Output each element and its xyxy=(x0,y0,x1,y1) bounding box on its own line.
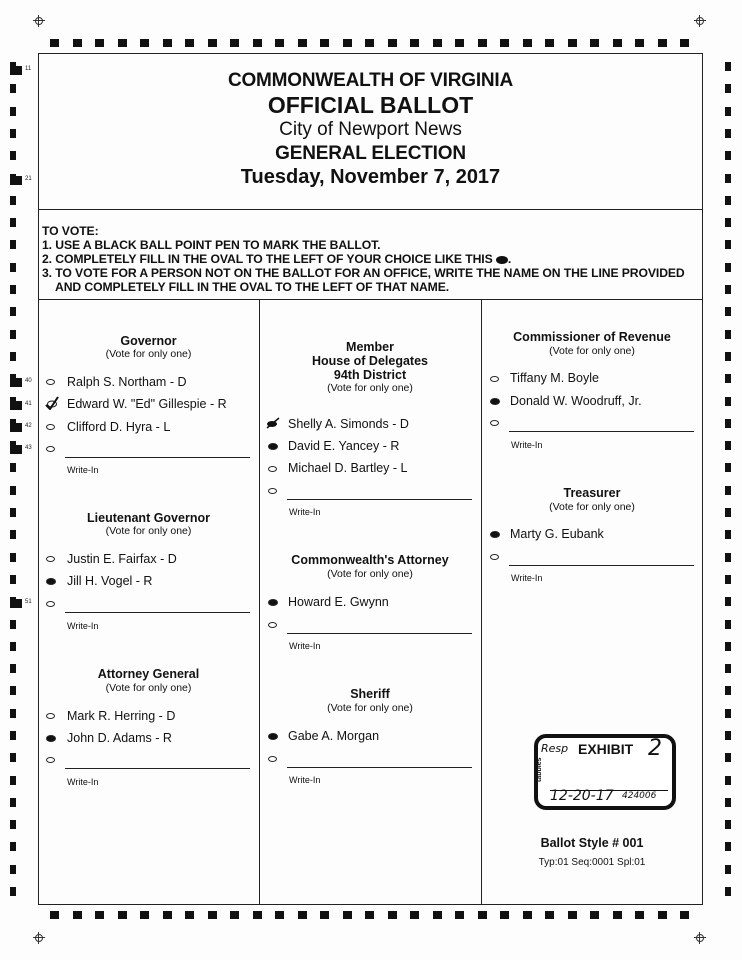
candidate-oval-filled[interactable] xyxy=(268,443,278,450)
ballot-codes: Typ:01 Seq:0001 Spl:01 xyxy=(538,857,646,868)
timing-mark xyxy=(433,39,442,47)
timing-mark xyxy=(10,378,22,387)
instructions-step-3: 3. TO VOTE FOR A PERSON NOT ON THE BALLOT FOR AN OFFICE, WRITE THE NAME ON THE LINE PROVIDED xyxy=(42,266,685,280)
registration-mark-bottom-left xyxy=(33,932,45,944)
candidate-oval[interactable] xyxy=(268,466,277,472)
timing-mark xyxy=(10,776,16,785)
timing-mark xyxy=(10,642,16,651)
office-title-treasurer: Treasurer xyxy=(563,486,621,500)
office-title-delegates-house: House of Delegates xyxy=(311,354,428,368)
timing-mark xyxy=(455,911,464,919)
voting-instructions xyxy=(38,210,703,300)
timing-mark xyxy=(725,463,731,472)
timing-mark xyxy=(343,911,352,919)
timing-mark xyxy=(10,530,16,539)
write-in-oval[interactable] xyxy=(490,554,499,560)
office-title-governor: Governor xyxy=(120,334,177,348)
timing-mark xyxy=(725,285,731,294)
timing-mark xyxy=(725,330,731,339)
row-number: 40 xyxy=(25,378,32,384)
timing-mark xyxy=(500,39,509,47)
timing-mark xyxy=(725,597,731,606)
candidate-oval-filled[interactable] xyxy=(490,398,500,405)
write-in-oval[interactable] xyxy=(268,488,277,494)
timing-mark xyxy=(10,307,16,316)
timing-mark xyxy=(253,39,262,47)
row-number: 41 xyxy=(25,401,32,407)
timing-mark xyxy=(568,39,577,47)
timing-mark xyxy=(523,39,532,47)
candidate-name: Clifford D. Hyra - L xyxy=(67,420,171,434)
write-in-line[interactable] xyxy=(65,768,250,769)
timing-mark xyxy=(298,39,307,47)
timing-mark xyxy=(725,820,731,829)
timing-mark xyxy=(10,240,16,249)
example-filled-oval xyxy=(496,256,508,264)
timing-mark xyxy=(725,218,731,227)
candidate-name: Gabe A. Morgan xyxy=(288,729,380,743)
timing-mark xyxy=(635,39,644,47)
timing-mark xyxy=(10,445,22,454)
timing-mark xyxy=(253,911,262,919)
timing-mark xyxy=(725,842,731,851)
timing-mark xyxy=(478,39,487,47)
exhibit-brand: tabbies xyxy=(536,757,543,782)
timing-mark xyxy=(365,911,374,919)
timing-mark xyxy=(725,62,731,71)
timing-mark xyxy=(230,911,239,919)
timing-mark xyxy=(725,553,731,562)
timing-mark xyxy=(725,798,731,807)
exhibit-number: 2 xyxy=(648,736,662,761)
timing-mark xyxy=(10,486,16,495)
vote-for-one: (Vote for only one) xyxy=(549,501,635,513)
header-state: COMMONWEALTH OF VIRGINIA xyxy=(227,70,514,91)
candidate-name: David E. Yancey - R xyxy=(288,439,400,453)
row-number: 21 xyxy=(25,176,32,182)
timing-mark xyxy=(185,911,194,919)
candidate-oval[interactable] xyxy=(490,376,499,382)
candidate-name: Tiffany M. Boyle xyxy=(510,371,599,385)
timing-mark xyxy=(725,196,731,205)
write-in-label: Write-In xyxy=(67,465,99,475)
candidate-oval[interactable] xyxy=(46,424,55,430)
timing-mark xyxy=(658,911,667,919)
timing-mark xyxy=(590,39,599,47)
timing-mark xyxy=(725,887,731,896)
slash-mark[interactable] xyxy=(265,416,281,430)
timing-mark xyxy=(275,39,284,47)
timing-mark xyxy=(320,911,329,919)
row-number: 11 xyxy=(25,66,32,72)
timing-mark xyxy=(523,911,532,919)
timing-mark xyxy=(613,39,622,47)
candidate-name: Howard E. Gwynn xyxy=(288,595,389,609)
write-in-label: Write-In xyxy=(289,507,321,517)
candidate-name: Mark R. Herring - D xyxy=(67,709,176,723)
exhibit-sticker-line xyxy=(550,790,668,791)
candidate-name: Jill H. Vogel - R xyxy=(67,574,153,588)
office-title-commonwealth-attorney: Commonwealth's Attorney xyxy=(291,553,449,567)
timing-mark xyxy=(410,39,419,47)
timing-mark xyxy=(635,911,644,919)
candidate-oval[interactable] xyxy=(46,556,55,562)
timing-mark xyxy=(725,441,731,450)
write-in-oval[interactable] xyxy=(46,446,55,452)
write-in-label: Write-In xyxy=(67,777,99,787)
header-city: City of Newport News xyxy=(279,119,462,140)
write-in-oval[interactable] xyxy=(268,756,277,762)
timing-mark xyxy=(10,151,16,160)
candidate-oval-filled[interactable] xyxy=(490,531,500,538)
timing-mark xyxy=(10,352,16,361)
candidate-name: Marty G. Eubank xyxy=(510,527,604,541)
timing-mark xyxy=(10,218,16,227)
instructions-step-1: 1. USE A BLACK BALL POINT PEN TO MARK THE BALLOT. xyxy=(42,238,381,252)
row-number: 51 xyxy=(25,599,32,605)
timing-mark xyxy=(10,508,16,517)
write-in-oval[interactable] xyxy=(46,601,55,607)
candidate-oval[interactable] xyxy=(46,379,55,385)
write-in-label: Write-In xyxy=(67,621,99,631)
timing-mark xyxy=(163,911,172,919)
header-date: Tuesday, November 7, 2017 xyxy=(240,166,501,188)
timing-mark xyxy=(10,463,16,472)
timing-mark xyxy=(388,911,397,919)
timing-mark xyxy=(118,911,127,919)
write-in-label: Write-In xyxy=(511,573,543,583)
timing-mark xyxy=(10,599,22,608)
write-in-line[interactable] xyxy=(65,612,250,613)
timing-mark xyxy=(10,709,16,718)
timing-mark xyxy=(208,911,217,919)
candidate-name: Edward W. "Ed" Gillespie - R xyxy=(67,397,227,411)
candidate-name: John D. Adams - R xyxy=(67,731,172,745)
timing-mark xyxy=(680,911,689,919)
timing-mark xyxy=(10,686,16,695)
timing-mark xyxy=(725,776,731,785)
timing-mark xyxy=(10,423,22,432)
timing-mark xyxy=(275,911,284,919)
timing-mark xyxy=(725,263,731,272)
timing-mark xyxy=(50,39,59,47)
timing-mark xyxy=(725,664,731,673)
timing-mark xyxy=(725,753,731,762)
instructions-title: TO VOTE: xyxy=(42,224,99,238)
timing-mark xyxy=(118,39,127,47)
timing-mark xyxy=(10,664,16,673)
timing-mark xyxy=(140,911,149,919)
candidate-oval-filled[interactable] xyxy=(268,733,278,740)
header-election: GENERAL ELECTION xyxy=(275,143,466,164)
timing-mark xyxy=(725,419,731,428)
timing-mark xyxy=(500,911,509,919)
write-in-line[interactable] xyxy=(287,499,472,500)
timing-mark xyxy=(10,887,16,896)
candidate-oval[interactable] xyxy=(46,713,55,719)
timing-mark xyxy=(10,865,16,874)
candidate-name: Ralph S. Northam - D xyxy=(67,375,187,389)
vote-for-one: (Vote for only one) xyxy=(327,568,413,580)
timing-mark xyxy=(10,84,16,93)
timing-mark xyxy=(50,911,59,919)
row-number: 42 xyxy=(25,423,32,429)
timing-mark xyxy=(298,911,307,919)
timing-mark xyxy=(343,39,352,47)
timing-mark xyxy=(10,620,16,629)
timing-mark xyxy=(140,39,149,47)
instructions-step-2: 2. COMPLETELY FILL IN THE OVAL TO THE LEFT OF YOUR CHOICE LIKE THIS . xyxy=(42,252,512,266)
vote-for-one: (Vote for only one) xyxy=(105,348,192,360)
timing-mark xyxy=(388,39,397,47)
exhibit-label: EXHIBIT xyxy=(578,741,634,757)
timing-mark xyxy=(725,865,731,874)
timing-mark xyxy=(230,39,239,47)
column-divider xyxy=(481,300,482,905)
timing-mark xyxy=(725,530,731,539)
timing-mark xyxy=(725,151,731,160)
write-in-line[interactable] xyxy=(287,633,472,634)
office-title-delegates-district: 94th District xyxy=(333,368,407,382)
timing-mark xyxy=(725,129,731,138)
registration-mark-top-right xyxy=(694,15,706,27)
candidate-name: Michael D. Bartley - L xyxy=(288,461,408,475)
timing-mark xyxy=(10,731,16,740)
timing-mark xyxy=(10,196,16,205)
exhibit-date: 12-20-17 xyxy=(550,788,614,804)
registration-mark-top-left xyxy=(33,15,45,27)
vote-for-one: (Vote for only one) xyxy=(327,702,413,714)
office-title-lt-governor: Lieutenant Governor xyxy=(87,511,210,525)
exhibit-prefix: Resp xyxy=(541,742,569,755)
write-in-oval[interactable] xyxy=(46,757,55,763)
checkmark-mark[interactable] xyxy=(45,396,59,410)
candidate-name: Justin E. Fairfax - D xyxy=(67,552,177,566)
timing-mark xyxy=(658,39,667,47)
office-title-delegates-member: Member xyxy=(346,340,394,354)
write-in-label: Write-In xyxy=(289,641,321,651)
timing-mark xyxy=(10,107,16,116)
timing-mark xyxy=(590,911,599,919)
timing-mark xyxy=(320,39,329,47)
timing-mark xyxy=(95,39,104,47)
timing-mark xyxy=(680,39,689,47)
candidate-oval-filled[interactable] xyxy=(268,599,278,606)
timing-mark xyxy=(365,39,374,47)
timing-mark xyxy=(73,911,82,919)
timing-mark xyxy=(10,753,16,762)
write-in-oval[interactable] xyxy=(268,622,277,628)
timing-mark xyxy=(73,39,82,47)
vote-for-one: (Vote for only one) xyxy=(105,682,192,694)
timing-mark xyxy=(725,575,731,584)
timing-mark xyxy=(725,731,731,740)
candidate-name: Shelly A. Simonds - D xyxy=(288,417,409,431)
timing-mark xyxy=(455,39,464,47)
instructions-step-3-cont: AND COMPLETELY FILL IN THE OVAL TO THE LEFT OF THAT NAME. xyxy=(55,280,450,294)
candidate-oval-filled[interactable] xyxy=(46,578,56,585)
timing-mark xyxy=(725,174,731,183)
timing-mark xyxy=(208,39,217,47)
write-in-label: Write-In xyxy=(289,775,321,785)
office-title-sheriff: Sheriff xyxy=(350,687,390,701)
timing-mark xyxy=(10,263,16,272)
write-in-line[interactable] xyxy=(65,457,250,458)
timing-mark xyxy=(613,911,622,919)
timing-mark xyxy=(725,709,731,718)
timing-mark xyxy=(725,642,731,651)
vote-for-one: (Vote for only one) xyxy=(327,382,413,394)
timing-mark xyxy=(10,176,22,185)
timing-mark xyxy=(163,39,172,47)
timing-mark xyxy=(10,129,16,138)
timing-mark xyxy=(725,352,731,361)
timing-mark xyxy=(10,798,16,807)
write-in-label: Write-In xyxy=(511,440,543,450)
ballot-header xyxy=(38,53,703,210)
timing-mark xyxy=(545,39,554,47)
timing-mark xyxy=(725,508,731,517)
timing-mark xyxy=(185,39,194,47)
exhibit-case: 424006 xyxy=(622,791,657,801)
timing-mark xyxy=(10,820,16,829)
timing-mark xyxy=(10,330,16,339)
timing-mark xyxy=(725,486,731,495)
office-title-commissioner-revenue: Commissioner of Revenue xyxy=(513,330,671,344)
registration-mark-bottom-right xyxy=(694,932,706,944)
timing-mark xyxy=(433,911,442,919)
write-in-oval[interactable] xyxy=(490,420,499,426)
timing-mark xyxy=(10,66,22,75)
timing-mark xyxy=(95,911,104,919)
write-in-line[interactable] xyxy=(509,565,694,566)
vote-for-one: (Vote for only one) xyxy=(105,525,192,537)
timing-mark xyxy=(725,620,731,629)
timing-mark xyxy=(10,401,22,410)
timing-mark xyxy=(545,911,554,919)
candidate-name: Donald W. Woodruff, Jr. xyxy=(510,394,642,408)
timing-mark xyxy=(725,84,731,93)
timing-mark xyxy=(568,911,577,919)
timing-mark xyxy=(725,374,731,383)
timing-mark xyxy=(725,107,731,116)
timing-mark xyxy=(725,397,731,406)
timing-mark xyxy=(10,842,16,851)
timing-mark xyxy=(478,911,487,919)
exhibit-sticker xyxy=(534,734,676,810)
candidate-oval-filled[interactable] xyxy=(46,735,56,742)
timing-mark xyxy=(410,911,419,919)
vote-for-one: (Vote for only one) xyxy=(549,345,635,357)
ballot-style: Ballot Style # 001 xyxy=(540,836,644,850)
write-in-line[interactable] xyxy=(509,431,694,432)
write-in-line[interactable] xyxy=(287,767,472,768)
header-official-ballot: OFFICIAL BALLOT xyxy=(267,92,474,118)
timing-mark xyxy=(10,553,16,562)
office-title-attorney-general: Attorney General xyxy=(97,667,200,681)
timing-mark xyxy=(10,575,16,584)
row-number: 43 xyxy=(25,445,32,451)
timing-mark xyxy=(725,686,731,695)
timing-mark xyxy=(10,285,16,294)
timing-mark xyxy=(725,240,731,249)
timing-mark xyxy=(725,307,731,316)
